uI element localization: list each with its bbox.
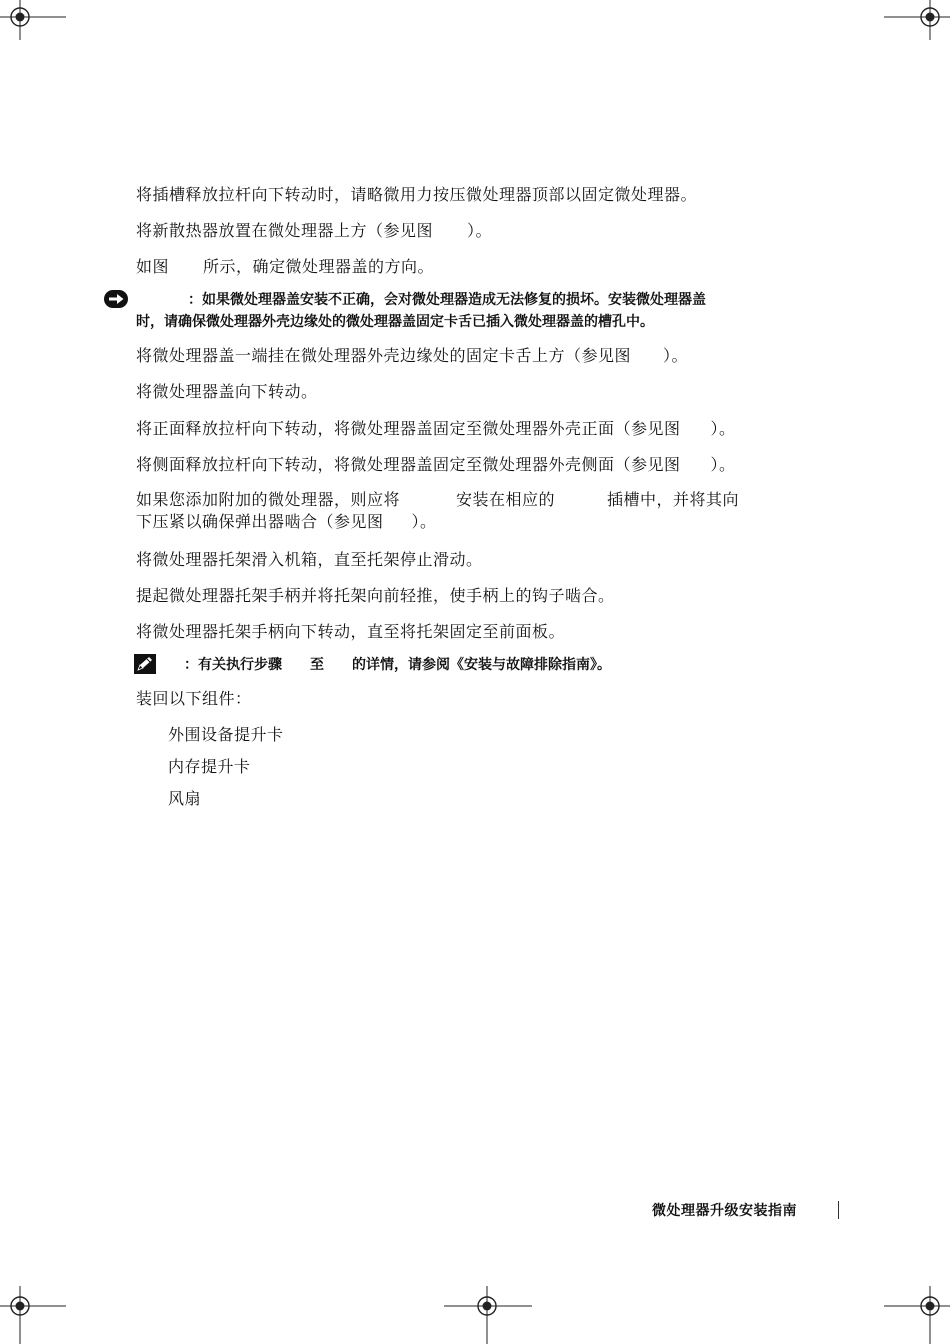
step-front-lever-text: 将正面释放拉杆向下转动，将微处理器盖固定至微处理器外壳正面（参见图 xyxy=(136,419,681,438)
step-place-heatsink-close: ）。 xyxy=(467,221,493,240)
step-slide-carrier: 将微处理器托架滑入机箱，直至托架停止滑动。 xyxy=(136,550,483,569)
step-place-heatsink-text: 将新散热器放置在微处理器上方（参见图 xyxy=(136,221,434,240)
registration-mark-bottom-right-icon xyxy=(884,1286,950,1344)
notice-icon xyxy=(104,290,128,308)
step-orient-cover-prefix: 如图 xyxy=(136,257,170,276)
registration-mark-top-right-icon xyxy=(884,0,950,40)
step-side-lever-text: 将侧面释放拉杆向下转动，将微处理器盖固定至微处理器外壳侧面（参见图 xyxy=(136,455,681,474)
step-hook-cover-text: 将微处理器盖一端挂在微处理器外壳边缘处的固定卡舌上方（参见图 xyxy=(136,346,632,365)
step-lower-handle: 将微处理器托架手柄向下转动，直至将托架固定至前面板。 xyxy=(136,622,566,641)
note-part-a: ：有关执行步骤 xyxy=(184,657,282,673)
step-press-processor: 将插槽释放拉杆向下转动时，请略微用力按压微处理器顶部以固定微处理器。 xyxy=(136,185,698,204)
list-item: 外围设备提升卡 xyxy=(168,725,284,744)
step-add-processor xyxy=(136,488,786,534)
step-orient-cover-suffix: 所示，确定微处理器盖的方向。 xyxy=(203,257,435,276)
list-item: 内存提升卡 xyxy=(168,757,251,776)
note-part-b: 至 xyxy=(310,657,324,673)
step-hook-cover xyxy=(136,344,786,368)
step-hook-cover-close: ）。 xyxy=(663,346,689,365)
replace-intro: 装回以下组件： xyxy=(136,689,252,708)
step-rotate-cover: 将微处理器盖向下转动。 xyxy=(136,382,318,401)
notice-line-2: 时，请确保微处理器外壳边缘处的微处理器盖固定卡舌已插入微处理器盖的槽孔中。 xyxy=(136,314,654,330)
step-add-processor-c: 插槽中，并将其向 xyxy=(607,490,740,509)
step-add-processor-b: 安装在相应的 xyxy=(456,490,556,509)
step-lift-handle: 提起微处理器托架手柄并将托架向前轻推，使手柄上的钩子啮合。 xyxy=(136,586,615,605)
step-add-processor-e: ）。 xyxy=(411,512,437,531)
step-front-lever xyxy=(136,417,786,441)
registration-mark-top-left-icon xyxy=(0,0,66,40)
step-place-heatsink xyxy=(136,219,786,243)
page-footer-title: 微处理器升级安装指南 xyxy=(652,1203,797,1219)
step-add-processor-line-2 xyxy=(136,510,786,534)
step-add-processor-line-1 xyxy=(136,488,786,512)
registration-mark-bottom-center-icon xyxy=(444,1286,532,1344)
notice-line-1: ：如果微处理器盖安装不正确，会对微处理器造成无法修复的损坏。安装微处理器盖 xyxy=(188,292,706,308)
step-add-processor-d: 下压紧以确保弹出器啮合（参见图 xyxy=(136,512,384,531)
notice-text xyxy=(136,289,784,333)
step-side-lever-close: ）。 xyxy=(710,455,736,474)
registration-mark-bottom-left-icon xyxy=(0,1286,66,1344)
list-item: 风扇 xyxy=(168,789,202,808)
step-add-processor-a: 如果您添加附加的微处理器，则应将 xyxy=(136,490,401,509)
step-front-lever-close: ）。 xyxy=(710,419,736,438)
step-side-lever xyxy=(136,453,786,477)
note-part-c: 的详情，请参阅《安装与故障排除指南》。 xyxy=(352,657,611,673)
footer-divider xyxy=(838,1201,839,1219)
note-text xyxy=(136,654,786,676)
step-orient-cover xyxy=(136,255,786,279)
